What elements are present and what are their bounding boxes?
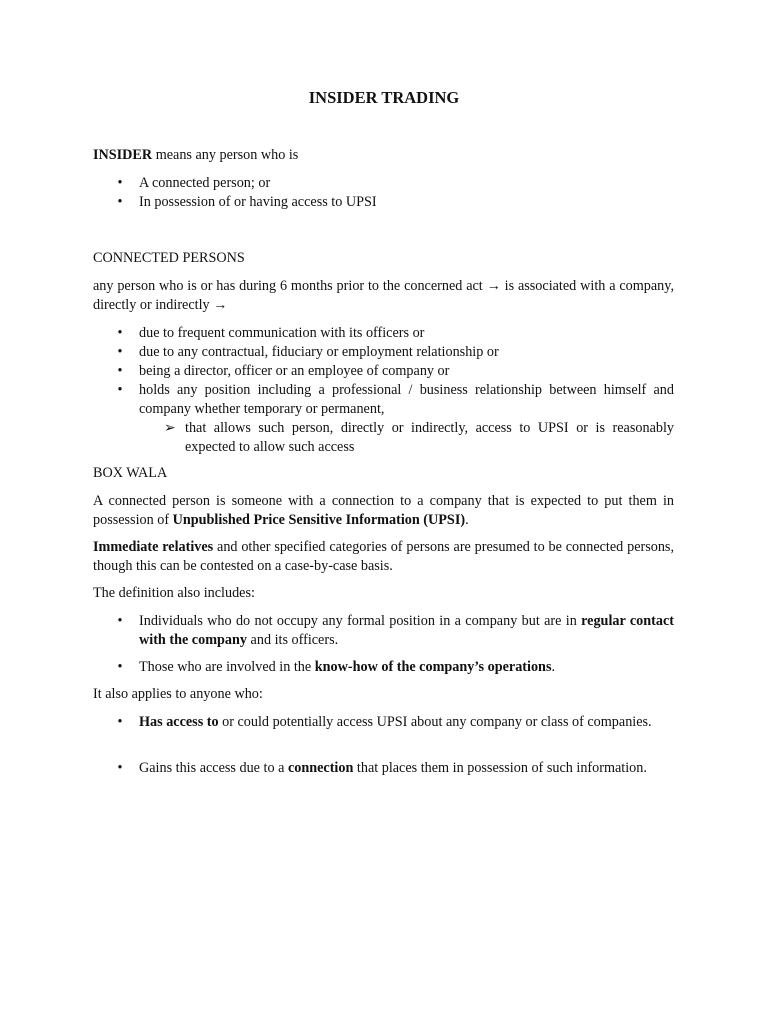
text-run: and other specified categories of persons are presumed to be connected persons, though this can be contested on a case-by-case basis. — [93, 539, 674, 574]
insider-intro-text: means any person who is — [152, 147, 299, 163]
list-item — [93, 324, 674, 343]
list-item — [93, 658, 674, 677]
text-run: or could potentially access UPSI about any company or class of companies. — [218, 714, 652, 730]
section-heading: CONNECTED PERSONS — [93, 250, 245, 266]
list-item — [93, 612, 674, 650]
list-item-text: A connected person; or — [139, 175, 271, 191]
text-run: . — [551, 659, 556, 675]
bold-text: Has access to — [139, 714, 219, 730]
bullet-icon: • — [117, 714, 123, 730]
insider-term: INSIDER — [93, 147, 153, 163]
paragraph — [93, 538, 674, 576]
applies-item-1 — [93, 713, 674, 732]
box-wala-heading — [93, 464, 674, 483]
page-title: INSIDER TRADING — [308, 88, 460, 107]
list-item-text: being a director, officer or an employee of company or — [139, 363, 450, 379]
list-item — [93, 759, 674, 778]
list-item — [93, 713, 674, 732]
applies-item-2 — [93, 759, 674, 778]
list-item-text: due to any contractual, fiduciary or employment relationship or — [139, 344, 499, 360]
list-item-text: In possession of or having access to UPSI — [139, 194, 377, 210]
text-run: Individuals who do not occupy any formal position in a company but are in — [139, 613, 582, 629]
text-run: A connected person is someone with a connection to a company that is expected to put them in possession of — [93, 493, 674, 528]
bold-text: connection — [287, 760, 354, 776]
box-wala-paragraph-2 — [93, 538, 674, 576]
bullet-icon: • — [117, 325, 123, 341]
connected-persons-intro — [93, 277, 674, 315]
bold-text: regular contact with the company — [139, 613, 674, 648]
list-item-text: due to frequent communication with its officers or — [139, 325, 425, 341]
paragraph: The definition also includes: — [93, 585, 255, 601]
sub-list-item-text: that allows such person, directly or indirectly, access to UPSI or is reasonably expected to allow such access — [185, 420, 674, 455]
connected-persons-heading — [93, 249, 674, 268]
paragraph — [93, 492, 674, 530]
section-heading: BOX WALA — [93, 465, 168, 481]
bullet-icon: • — [117, 659, 123, 675]
list-item — [93, 193, 674, 212]
list-item — [93, 343, 674, 362]
sub-list-item — [93, 419, 674, 457]
includes-item-2 — [93, 658, 674, 677]
bullet-icon: • — [117, 382, 123, 398]
box-wala-paragraph-3 — [93, 584, 674, 603]
list-item — [93, 381, 674, 419]
bullet-icon: • — [117, 194, 123, 210]
bullet-icon: • — [117, 760, 123, 776]
insider-definition — [93, 146, 674, 165]
paragraph: It also applies to anyone who: — [93, 686, 263, 702]
insider-intro — [93, 146, 674, 165]
text-run: and its officers. — [247, 632, 339, 648]
bold-text: Immediate relatives — [93, 539, 214, 555]
bullet-icon: • — [117, 363, 123, 379]
list-item-text: holds any position including a professional / business relationship between himself and company whether temporary or permanent, — [139, 382, 674, 417]
box-wala-paragraph-4 — [93, 685, 674, 704]
bullet-icon: • — [117, 344, 123, 360]
box-wala-paragraph-1 — [93, 492, 674, 530]
insider-list — [93, 174, 674, 212]
list-item — [93, 362, 674, 381]
list-item — [93, 174, 674, 193]
includes-item-1 — [93, 612, 674, 650]
text-run: . — [465, 512, 469, 528]
text-run: Those who are involved in the — [139, 659, 315, 675]
text-run: Gains this access due to a — [139, 760, 288, 776]
arrow-bullet-icon: ➢ — [164, 420, 176, 436]
bold-text: Unpublished Price Sensitive Information (UPSI) — [172, 512, 466, 528]
bullet-icon: • — [117, 175, 123, 191]
bullet-icon: • — [117, 613, 123, 629]
paragraph: any person who is or has during 6 months prior to the concerned act → is associated with a company, directly or indirectly → — [93, 278, 674, 313]
bold-text: know-how of the company’s operations — [314, 659, 552, 675]
connected-persons-list — [93, 324, 674, 457]
text-run: that places them in possession of such information. — [353, 760, 647, 776]
